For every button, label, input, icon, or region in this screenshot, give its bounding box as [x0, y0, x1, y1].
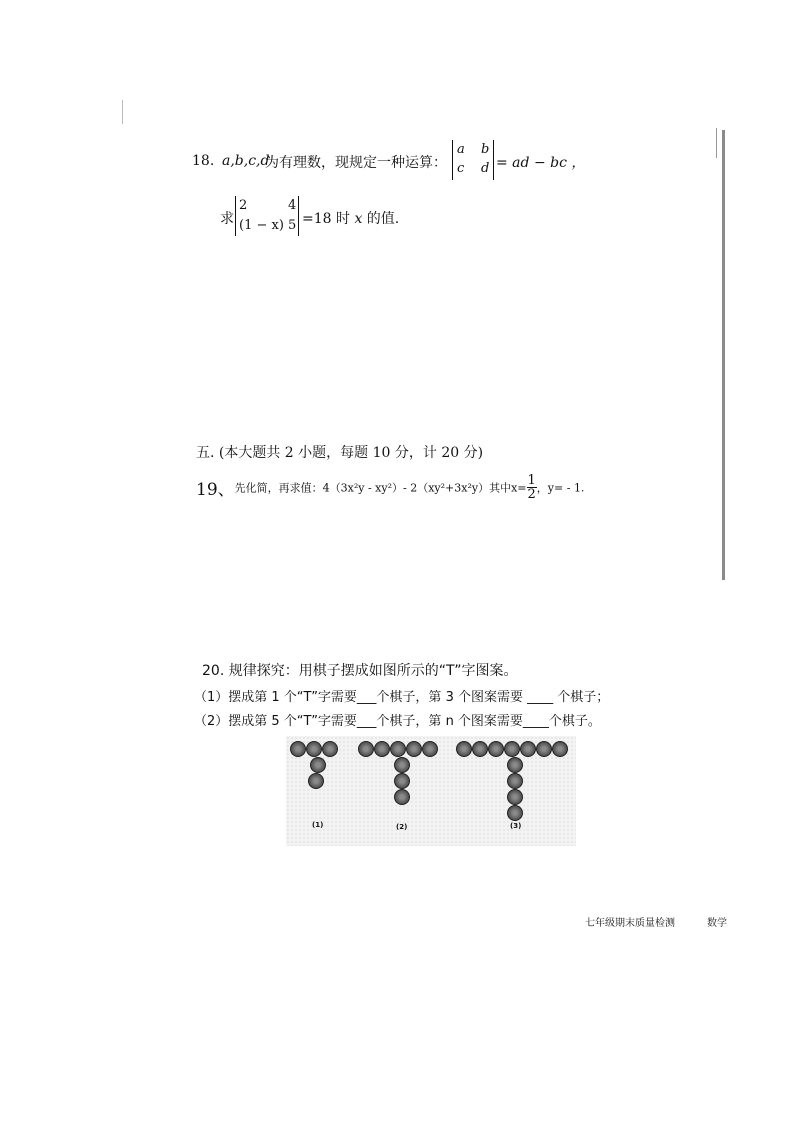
det-d: d: [481, 161, 490, 176]
footer-subject: 数学: [707, 918, 727, 929]
chess-piece: [290, 741, 306, 757]
chess-piece: [394, 773, 410, 789]
chess-piece: [310, 757, 326, 773]
matrix-21: (1 − x): [239, 218, 284, 233]
q20-part-2: （2）摆成第 5 个“T”字需要___个棋子，第 n 个图案需要____个棋子。: [194, 714, 601, 729]
chess-piece: [322, 741, 338, 757]
q19-number: 19、: [196, 480, 235, 500]
chess-piece: [394, 789, 410, 805]
det-a: a: [457, 142, 465, 157]
q19-fraction-denominator: 2: [527, 487, 536, 502]
scan-margin-mark: [122, 100, 123, 124]
q18-variables: a,b,c,d: [222, 153, 270, 169]
q18-ask-suffix: [302, 208, 399, 228]
chess-piece: [488, 741, 504, 757]
q18-intro: 为有理数，现规定一种运算：: [265, 155, 447, 171]
q19-fraction: [527, 474, 537, 501]
footer-exam-name: 七年级期末质量检测: [585, 918, 675, 929]
q18-ask-end: 的值.: [362, 211, 400, 227]
chess-piece: [520, 741, 536, 757]
chess-piece: [472, 741, 488, 757]
chess-piece: [552, 741, 568, 757]
matrix-11: 2: [239, 198, 248, 213]
q19-line: [196, 474, 584, 508]
chess-piece: [308, 773, 324, 789]
q20-part-1: （1）摆成第 1 个“T”字需要___个棋子，第 3 个图案需要 ____ 个棋子；: [194, 690, 610, 705]
section-5-heading: 五. (本大题共 2 小题，每题 10 分，计 20 分): [196, 445, 484, 461]
q18-ask-prefix: 求: [220, 211, 234, 227]
q18-question-determinant: [235, 196, 299, 236]
q18-number: 18.: [192, 153, 215, 169]
q20-title: 20. 规律探究：用棋子摆成如图所示的“T”字图案。: [202, 663, 518, 679]
chess-piece: [358, 741, 374, 757]
chess-piece: [394, 757, 410, 773]
q19-tail: ，y= - 1.: [536, 481, 585, 495]
matrix-22: 5: [288, 218, 297, 233]
chess-piece: [507, 757, 523, 773]
q18-ask-equals: =18 时: [302, 211, 355, 227]
det-c: c: [457, 161, 465, 176]
chess-piece: [504, 741, 520, 757]
chess-piece: [507, 789, 523, 805]
chess-piece: [507, 805, 523, 821]
figure-label-2: (2): [396, 823, 408, 831]
chess-piece: [536, 741, 552, 757]
q19-text: 先化简，再求值：4（3x²y - xy²）- 2（xy²+3x²y）其中x=: [234, 481, 527, 495]
scan-edge-line: [722, 130, 725, 580]
chess-piece: [390, 741, 406, 757]
chess-piece: [306, 741, 322, 757]
q19-fraction-numerator: 1: [527, 473, 536, 488]
matrix-12: 4: [288, 198, 297, 213]
figure-label-1: (1): [312, 821, 324, 829]
chess-piece: [507, 773, 523, 789]
t-pattern-figure: [286, 736, 576, 846]
chess-piece: [422, 741, 438, 757]
chess-piece: [456, 741, 472, 757]
chess-piece: [374, 741, 390, 757]
q18-definition: = ad − bc ，: [496, 155, 586, 171]
det-b: b: [481, 142, 490, 157]
chess-piece: [406, 741, 422, 757]
scan-edge-line: [716, 128, 717, 158]
figure-label-3: (3): [510, 822, 522, 830]
q18-ask-variable: x: [354, 211, 363, 227]
q18-definition-determinant: [452, 140, 494, 180]
